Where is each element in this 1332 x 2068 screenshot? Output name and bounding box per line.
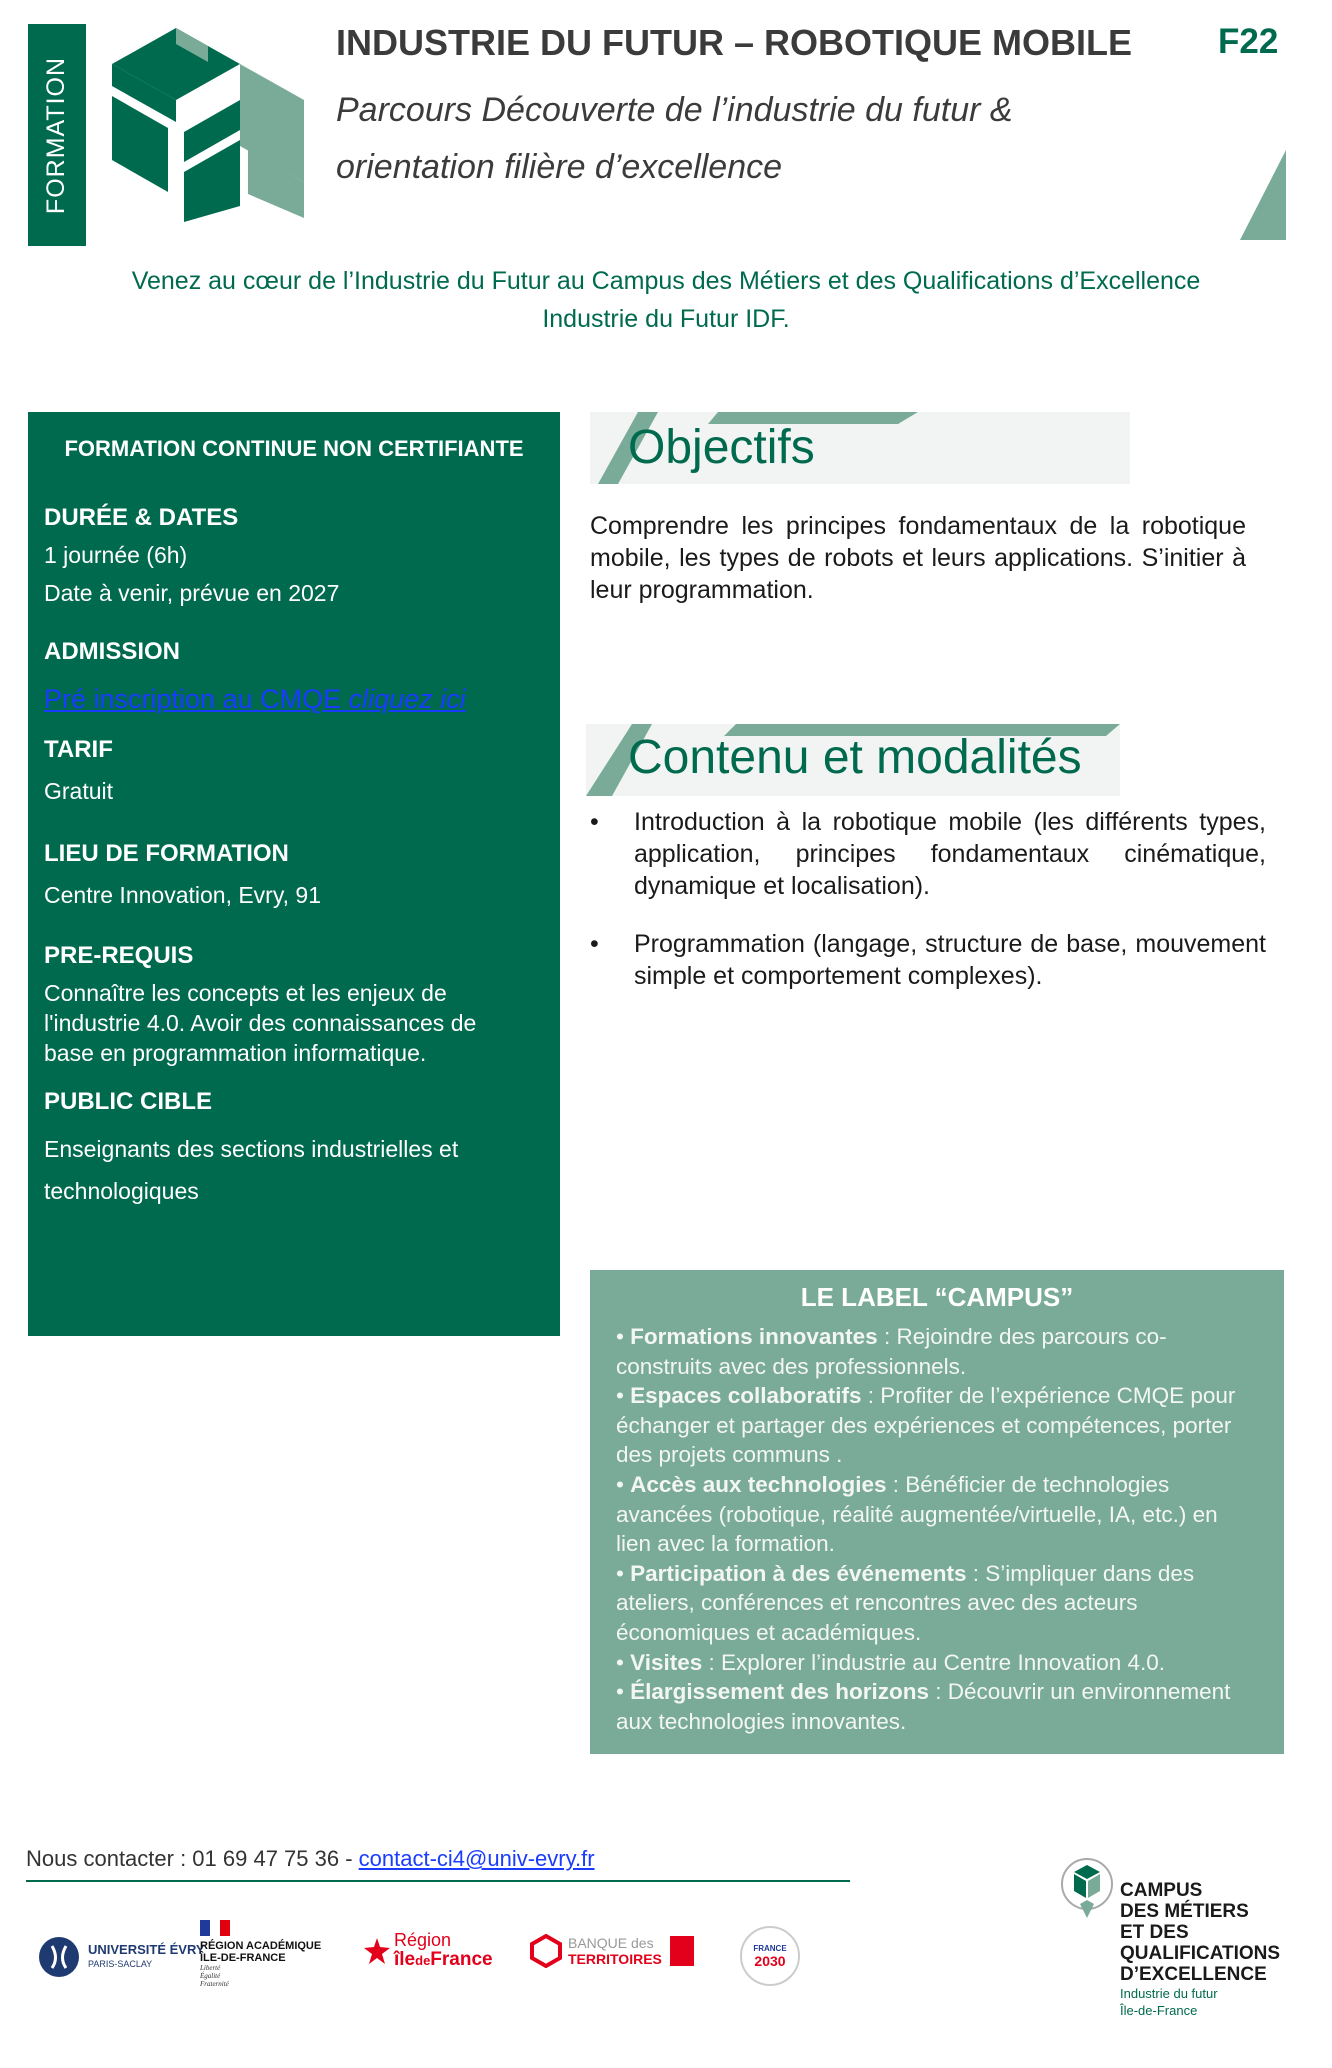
campus-cube-icon	[1060, 1856, 1114, 1918]
prereq-line-3: base en programmation informatique.	[44, 1040, 427, 1066]
duree-title: DURÉE & DATES	[44, 504, 239, 531]
logo-france-2030	[740, 1926, 800, 1986]
duree-line-2: Date à venir, prévue en 2027	[44, 580, 340, 606]
subtitle-line-2: orientation filière d’excellence	[336, 148, 783, 186]
prereq-line-2: l'industrie 4.0. Avoir des connaissances de	[44, 1010, 477, 1036]
contenu-header	[586, 724, 1120, 796]
contact-phone: Nous contacter : 01 69 47 75 36 -	[26, 1846, 359, 1871]
contenu-item-2	[590, 928, 1266, 992]
footer-divider	[26, 1880, 850, 1882]
label-item: • Accès aux technologies : Bénéficier de technologies avancées (robotique, réalité augmentée/virtuelle, IA, etc.) en lien avec la formation.	[616, 1471, 1218, 1557]
campus-line-2: DES MÉTIERS	[1120, 1901, 1249, 1922]
objectifs-title: Objectifs	[628, 421, 815, 474]
duree-line-1: 1 journée (6h)	[44, 542, 188, 568]
france2030-line-1: FRANCE	[753, 1943, 787, 1953]
campus-line-4: QUALIFICATIONS	[1120, 1943, 1281, 1964]
objectifs-text: Comprendre les principes fondamentaux de la robotique mobile, les types de robots et leurs applications. S’initier à leur programmation.	[590, 512, 1246, 604]
logo-universite-evry	[38, 1936, 205, 1978]
banque-line-1: BANQUE des	[568, 1935, 654, 1951]
logo-region-academique	[200, 1920, 321, 1988]
formation-band-label: FORMATION	[42, 56, 71, 214]
info-panel	[28, 412, 560, 1336]
logo-banque-territoires	[530, 1934, 694, 1968]
label-item: • Participation à des événements : S’impliquer dans des ateliers, conférences et rencontres avec des acteurs économiques et académiques.	[616, 1560, 1195, 1645]
admission-link[interactable]	[44, 684, 466, 715]
academie-motto-2: Égalité	[200, 1972, 221, 1980]
label-campus-box	[590, 1270, 1284, 1754]
banque-line-2: TERRITOIRES	[568, 1951, 662, 1967]
page-title: INDUSTRIE DU FUTUR – ROBOTIQUE MOBILE	[336, 22, 1133, 63]
academie-motto-1: Liberté	[200, 1964, 221, 1972]
admission-link-text[interactable]: Pré inscription au CMQE	[44, 684, 342, 714]
region-line-2: îledeFrance	[394, 1949, 493, 1970]
star-icon	[364, 1938, 390, 1964]
contact-line	[26, 1846, 595, 1872]
label-item: • Élargissement des horizons : Découvrir un environnement aux technologies innovantes.	[616, 1679, 1231, 1734]
campus-line-5: D’EXCELLENCE	[1120, 1964, 1267, 1985]
logo-region-idf	[364, 1930, 493, 1971]
lieu-value: Centre Innovation, Evry, 91	[44, 882, 321, 908]
subtitle-line-1: Parcours Découverte de l’industrie du futur &	[336, 91, 1013, 129]
contenu-item-1-text: Introduction à la robotique mobile (les différents types, application, principes fondamentaux cinématique, dynamique et localisation).	[634, 808, 1266, 900]
contact-email-link[interactable]: contact-ci4@univ-evry.fr	[358, 1846, 595, 1871]
hexagon-icon	[530, 1934, 562, 1968]
admission-link-italic[interactable]: cliquez ici	[348, 684, 466, 714]
contenu-title: Contenu et modalités	[628, 731, 1082, 784]
evry-icon	[38, 1936, 80, 1978]
bullet-icon: •	[590, 930, 599, 958]
academie-line-1: RÉGION ACADÉMIQUE	[200, 1940, 322, 1952]
intro-line-2: Industrie du Futur IDF.	[542, 305, 790, 333]
label-campus-title: LE LABEL “CAMPUS”	[800, 1282, 1074, 1312]
public-title: PUBLIC CIBLE	[44, 1088, 212, 1115]
public-line-2: technologiques	[44, 1178, 199, 1204]
tarif-title: TARIF	[44, 736, 113, 763]
evry-line-1: UNIVERSITÉ ÉVRY	[88, 1942, 205, 1957]
prereq-title: PRE-REQUIS	[44, 942, 194, 969]
formation-band	[28, 24, 86, 246]
label-item: • Formations innovantes : Rejoindre des parcours co-construits avec des professionnels.	[616, 1324, 1167, 1379]
france2030-line-2: 2030	[754, 1952, 786, 1969]
campus-line-7: Île-de-France	[1120, 2003, 1198, 2018]
cmqe-logo-icon	[108, 22, 304, 228]
prereq-line-1: Connaître les concepts et les enjeux de	[44, 980, 447, 1006]
contenu-item-2-text: Programmation (langage, structure de base, mouvement simple et comportement complexes).	[634, 930, 1266, 990]
contenu-item-1	[590, 806, 1266, 902]
academie-motto-3: Fraternité	[200, 1980, 229, 1988]
tarif-value: Gratuit	[44, 778, 114, 804]
evry-line-2: PARIS-SACLAY	[88, 1959, 153, 1969]
campus-line-3: ET DES	[1120, 1922, 1189, 1943]
lieu-title: LIEU DE FORMATION	[44, 840, 289, 867]
campus-line-6: Industrie du futur	[1120, 1986, 1218, 2001]
label-item: • Espaces collaboratifs : Profiter de l’expérience CMQE pour échanger et partager des expériences et compétences, porter des projets communs .	[616, 1383, 1236, 1468]
academie-line-2: ÎLE-DE-FRANCE	[200, 1952, 286, 1964]
label-campus-list	[616, 1322, 1256, 1736]
campus-line-1: CAMPUS	[1120, 1880, 1203, 1901]
intro-line-1: Venez au cœur de l’Industrie du Futur au Campus des Métiers et des Qualifications d’Excellence	[131, 267, 1201, 295]
intro-text	[60, 262, 1272, 338]
panel-heading: FORMATION CONTINUE NON CERTIFIANTE	[64, 436, 524, 461]
label-item: • Visites : Explorer l’industrie au Centre Innovation 4.0.	[616, 1649, 1166, 1675]
region-line-1: Région	[394, 1930, 452, 1950]
marianne-flag-icon	[200, 1920, 230, 1936]
page-subtitle	[336, 82, 1136, 196]
bullet-icon: •	[590, 808, 599, 836]
admission-title: ADMISSION	[44, 638, 181, 665]
formation-code: F22	[1218, 22, 1279, 61]
public-line-1: Enseignants des sections industrielles et	[44, 1136, 459, 1162]
banque-red-block	[670, 1936, 694, 1966]
objectifs-header	[590, 412, 1130, 484]
logo-campus-cmqe	[1060, 1856, 1280, 2019]
corner-triangle-icon	[1240, 150, 1286, 240]
prereq-text	[44, 978, 534, 1068]
public-text	[44, 1128, 534, 1212]
